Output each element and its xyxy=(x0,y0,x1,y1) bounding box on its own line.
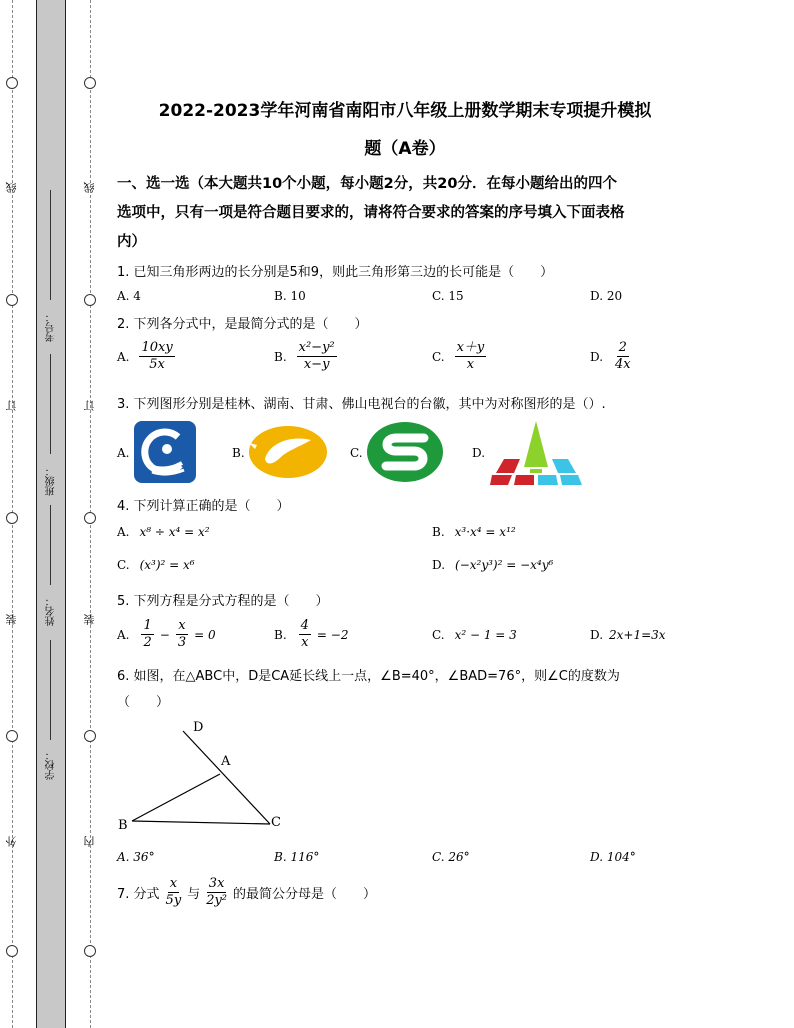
q2-option-a xyxy=(117,340,175,373)
numerator: x xyxy=(169,876,178,891)
option-label: D. xyxy=(590,628,604,642)
margin-label-outer: 外 xyxy=(5,836,18,847)
hunan-tv-logo xyxy=(247,423,329,481)
numerator: 2 xyxy=(618,340,627,355)
question-2: 2. 下列各分式中，是最简分式的是（ ） xyxy=(117,317,368,332)
field-school: 学校： xyxy=(46,750,57,780)
fraction xyxy=(164,876,184,909)
fraction xyxy=(141,618,153,651)
point-label-c: C xyxy=(271,815,281,830)
fraction xyxy=(455,340,487,373)
numerator: 3x xyxy=(208,876,225,891)
hole-circle xyxy=(84,945,96,957)
hole-circle xyxy=(84,730,96,742)
page-title: 2022-2023学年河南省南阳市八年级上册数学期末专项提升模拟 xyxy=(158,101,652,121)
point-label-a: A xyxy=(221,754,231,769)
hole-circle xyxy=(6,730,18,742)
question-text: 的最简公分母是（ ） xyxy=(233,887,377,902)
q3-option-c-label: C. xyxy=(350,446,363,460)
question-6-bracket: （ ） xyxy=(117,695,170,710)
option-label: C. xyxy=(432,628,445,642)
denominator: 2y² xyxy=(206,893,228,908)
question-5: 5. 下列方程是分式方程的是（ ） xyxy=(117,594,329,609)
option-label: D. xyxy=(432,558,446,572)
numerator: x＋y xyxy=(456,340,485,355)
margin-label-line: 线 xyxy=(5,182,18,193)
denominator: x xyxy=(301,635,309,650)
option-label: C. xyxy=(117,558,130,572)
question-6: 6. 如图，在△ABC中，D是CA延长线上一点，∠B=40°，∠BAD=76°，则∠C的度数为 xyxy=(117,669,620,684)
q3-option-b-label: B. xyxy=(232,446,245,460)
option-label: B. xyxy=(274,349,287,364)
option-label: A. xyxy=(117,627,130,642)
field-name: 姓名： xyxy=(46,596,57,626)
hole-circle xyxy=(84,77,96,89)
hole-circle xyxy=(6,294,18,306)
option-label: A. xyxy=(117,349,130,364)
hole-circle xyxy=(6,945,18,957)
question-4: 4. 下列计算正确的是（ ） xyxy=(117,499,290,514)
expression: (x³)² = x⁶ xyxy=(139,558,195,572)
numerator: x²−y² xyxy=(298,340,335,355)
expression: = 0 xyxy=(194,627,216,642)
expression: x³·x⁴ = x¹² xyxy=(454,525,516,539)
q2-option-c xyxy=(432,340,486,373)
section-heading-2: 选项中，只有一项是符合题目要求的，请将符合要求的答案的序号填入下面表格 xyxy=(117,205,625,221)
fraction xyxy=(299,618,311,651)
option-label: C. xyxy=(432,349,445,364)
margin-label-bind: 装 xyxy=(83,614,96,625)
margin-label-inner: 内 xyxy=(83,836,96,847)
question-text: 7. 分式 xyxy=(117,887,160,902)
q4-option-b xyxy=(432,525,516,539)
point-label-b: B xyxy=(118,818,128,833)
operator: − xyxy=(159,627,170,642)
q2-option-b xyxy=(274,340,337,373)
field-line xyxy=(50,190,51,300)
hole-circle xyxy=(6,77,18,89)
field-line xyxy=(50,354,51,454)
fraction xyxy=(204,876,229,909)
field-class: 班级： xyxy=(46,466,57,496)
q5-option-d xyxy=(590,628,666,642)
line-b-a xyxy=(132,774,220,821)
q3-option-a-label: A. xyxy=(117,446,130,460)
question-1: 1. 已知三角形两边的长分别是5和9，则此三角形第三边的长可能是（ ） xyxy=(117,265,554,280)
q1-option-c: C. 15 xyxy=(432,289,464,303)
q1-option-b: B. 10 xyxy=(274,289,306,303)
denominator: 5x xyxy=(149,357,165,372)
expression: = −2 xyxy=(316,627,349,642)
expression: x² − 1 = 3 xyxy=(454,628,517,642)
hole-circle xyxy=(84,294,96,306)
numerator: 10xy xyxy=(141,340,173,355)
gansu-tv-logo xyxy=(366,421,444,483)
option-label: A. xyxy=(117,525,130,539)
denominator: x−y xyxy=(303,357,330,372)
q5-option-b xyxy=(274,618,348,651)
field-exam-number: 考号： xyxy=(46,312,57,342)
q2-option-d xyxy=(590,340,633,373)
denominator: 3 xyxy=(177,635,187,650)
guilin-tv-logo xyxy=(134,421,196,483)
denominator: 2 xyxy=(143,635,152,650)
fraction xyxy=(297,340,337,373)
denominator: 5y xyxy=(165,893,182,908)
margin-label-line: 线 xyxy=(83,182,96,193)
q6-option-a: A. 36° xyxy=(117,850,155,864)
line-d-c xyxy=(183,731,270,824)
page-title-line2: 题（A卷） xyxy=(364,139,446,159)
numerator: 4 xyxy=(300,618,309,633)
section-heading-3: 内） xyxy=(117,234,146,250)
option-label: B. xyxy=(274,627,287,642)
foshan-tv-logo xyxy=(490,419,582,487)
q4-option-c xyxy=(117,558,195,572)
q4-option-a xyxy=(117,525,210,539)
expression: 2x+1=3x xyxy=(609,628,666,642)
option-label: D. xyxy=(590,349,604,364)
q1-option-a: A. 4 xyxy=(117,289,141,303)
option-label: B. xyxy=(432,525,445,539)
field-line xyxy=(50,505,51,585)
q6-option-d: D. 104° xyxy=(590,850,636,864)
numerator: 1 xyxy=(143,618,152,633)
question-7 xyxy=(117,876,376,909)
fraction xyxy=(176,618,188,651)
q1-option-d: D. 20 xyxy=(590,289,623,303)
margin-label-bind: 装 xyxy=(5,614,18,625)
line-b-c xyxy=(132,821,270,824)
question-text: 与 xyxy=(187,887,201,902)
q3-option-d-label: D. xyxy=(472,446,486,460)
question-3: 3. 下列图形分别是桂林、湖南、甘肃、佛山电视台的台徽，其中为对称图形的是（）. xyxy=(117,397,606,412)
margin-label-order: 订 xyxy=(5,400,18,411)
q4-option-d xyxy=(432,558,553,572)
margin-label-order: 订 xyxy=(83,400,96,411)
binding-strip xyxy=(36,0,66,1028)
fraction xyxy=(139,340,174,373)
fraction xyxy=(613,340,633,373)
q5-option-c xyxy=(432,628,517,642)
numerator: x xyxy=(178,618,186,633)
field-line xyxy=(50,640,51,740)
hole-circle xyxy=(84,512,96,524)
point-label-d: D xyxy=(193,720,204,735)
denominator: x xyxy=(466,357,475,372)
q6-option-c: C. 26° xyxy=(432,850,470,864)
q5-option-a xyxy=(117,618,216,651)
hole-circle xyxy=(6,512,18,524)
expression: x⁸ ÷ x⁴ = x² xyxy=(139,525,210,539)
q6-option-b: B. 116° xyxy=(274,850,320,864)
section-heading: 一、选一选（本大题共10个小题，每小题2分，共20分．在每小题给出的四个 xyxy=(117,176,617,192)
denominator: 4x xyxy=(615,357,631,372)
expression: (−x²y³)² = −x⁴y⁶ xyxy=(455,558,554,572)
